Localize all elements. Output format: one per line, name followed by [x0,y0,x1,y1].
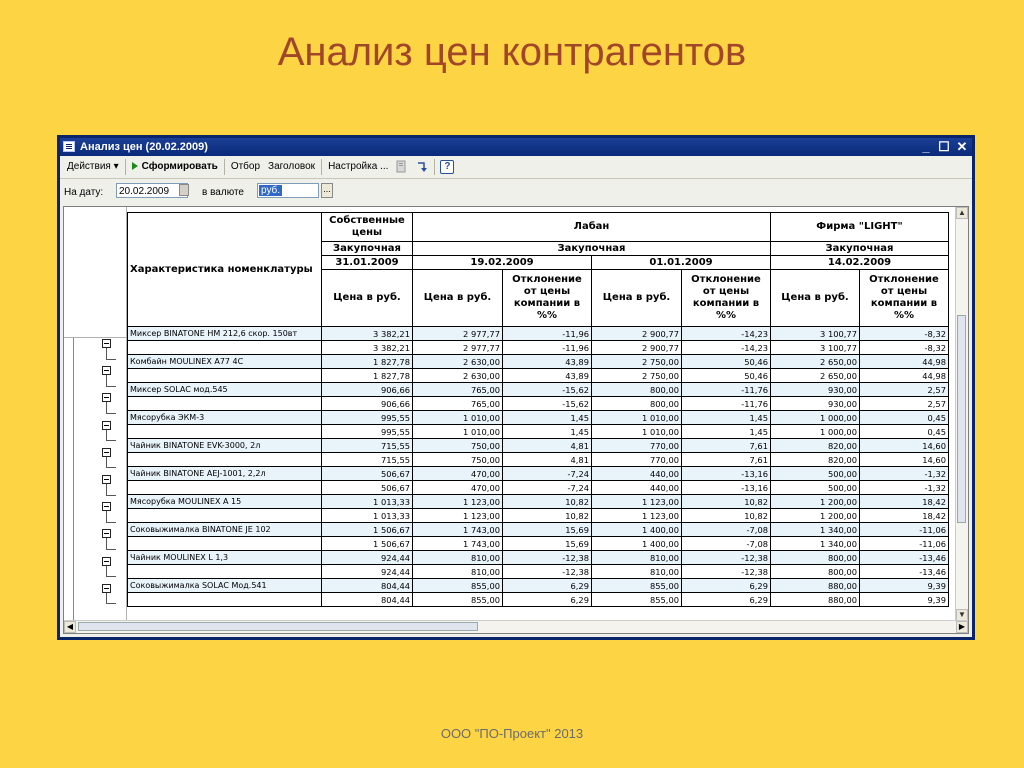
collapse-group-icon[interactable] [102,393,111,402]
value-cell: 470,00 [413,481,503,495]
value-cell: 855,00 [592,593,682,607]
value-cell: 810,00 [413,551,503,565]
value-cell: 1 827,78 [322,355,413,369]
tree-branch-line [106,511,107,522]
table-row-group[interactable] [128,411,949,425]
collapse-group-icon[interactable] [102,366,111,375]
value-cell: 7,61 [682,439,771,453]
value-cell: -1,32 [860,467,949,481]
filter-button[interactable]: Отбор [230,161,261,172]
vertical-scroll-thumb[interactable] [957,315,966,523]
value-cell: 6,29 [503,593,592,607]
table-row[interactable] [128,481,949,495]
table-row[interactable] [128,425,949,439]
item-name-cell: Соковыжималка SOLAC Мод.541 [128,579,322,593]
value-cell: 10,82 [682,495,771,509]
value-cell: 50,46 [682,369,771,383]
light-date-header: 14.02.2009 [771,256,949,270]
item-name-cell: Мясорубка ЭКМ-3 [128,411,322,425]
tree-line [73,337,74,621]
table-row-group[interactable] [128,383,949,397]
value-cell: 18,42 [860,509,949,523]
light-price-header: Цена в руб. [771,270,860,327]
item-name-cell: Чайник MOULINEX L 1,3 [128,551,322,565]
item-name-cell [128,453,322,467]
laban2-price-header: Цена в руб. [592,270,682,327]
laban-date1-header: 19.02.2009 [413,256,592,270]
value-cell: 3 100,77 [771,341,860,355]
tree-corner-line [106,440,116,441]
params-row [60,179,972,205]
item-name-cell: Мясорубка MOULINEX A 15 [128,495,322,509]
toolbar [60,156,972,179]
value-cell: 880,00 [771,579,860,593]
value-cell: 2 977,77 [413,341,503,355]
window-client [60,156,972,637]
value-cell: 3 100,77 [771,327,860,341]
item-name-cell [128,565,322,579]
value-cell: 0,45 [860,411,949,425]
table-row-group[interactable] [128,439,949,453]
scroll-down-arrow-icon[interactable]: ▼ [956,609,968,621]
value-cell: 810,00 [413,565,503,579]
value-cell: 1,45 [682,425,771,439]
value-cell: 1 200,00 [771,509,860,523]
value-cell: 765,00 [413,397,503,411]
value-cell: -7,24 [503,481,592,495]
table-row[interactable] [128,565,949,579]
tree-branch-line [106,348,107,359]
horizontal-scroll-thumb[interactable] [78,622,478,631]
value-cell: 1,45 [503,411,592,425]
value-cell: -11,06 [860,523,949,537]
value-cell: 44,98 [860,355,949,369]
scroll-right-arrow-icon[interactable]: ▶ [956,621,968,633]
value-cell: 1 340,00 [771,537,860,551]
report-window [57,135,975,640]
value-cell: 9,39 [860,579,949,593]
value-cell: 1 200,00 [771,495,860,509]
value-cell: 1 123,00 [592,495,682,509]
value-cell: 1,45 [503,425,592,439]
value-cell: 3 382,21 [322,327,413,341]
value-cell: 15,69 [503,537,592,551]
light-deviation-header: Отклонение от цены компании в %% [860,270,949,327]
value-cell: -11,06 [860,537,949,551]
tree-corner-line [106,495,116,496]
slide-footer: ООО "ПО-Проект" 2013 [440,726,584,741]
table-row[interactable] [128,453,949,467]
maximize-button[interactable]: ☐ [938,139,950,154]
item-name-cell: Соковыжималка BINATONE JE 102 [128,523,322,537]
value-cell: 0,45 [860,425,949,439]
scroll-left-arrow-icon[interactable]: ◀ [64,621,76,633]
value-cell: 3 382,21 [322,341,413,355]
value-cell: 1 013,33 [322,495,413,509]
value-cell: 1 506,67 [322,537,413,551]
value-cell: 1 506,67 [322,523,413,537]
value-cell: 1 340,00 [771,523,860,537]
vertical-scrollbar[interactable] [955,207,968,621]
laban-purchase-header: Закупочная [413,242,771,256]
value-cell: -13,46 [860,551,949,565]
collapse-group-icon[interactable] [102,448,111,457]
own-purchase-header: Закупочная [322,242,413,256]
table-row-group[interactable] [128,355,949,369]
value-cell: -11,76 [682,397,771,411]
value-cell: -11,96 [503,341,592,355]
value-cell: 2 900,77 [592,341,682,355]
table-row[interactable] [128,369,949,383]
tree-corner-line [106,467,116,468]
value-cell: 930,00 [771,383,860,397]
item-name-cell: Чайник BINATONE EVK-3000, 2л [128,439,322,453]
item-name-cell [128,341,322,355]
value-cell: 804,44 [322,593,413,607]
toolbar-separator [434,159,435,175]
table-row-group[interactable] [128,495,949,509]
value-cell: 906,66 [322,383,413,397]
currency-select-button[interactable]: ... [321,183,333,198]
table-row[interactable] [128,509,949,523]
window-title: Анализ цен (20.02.2009) [80,141,208,153]
value-cell: -13,16 [682,467,771,481]
value-cell: 804,44 [322,579,413,593]
value-cell: 800,00 [771,551,860,565]
value-cell: 14,60 [860,439,949,453]
toolbar-separator [224,159,225,175]
tree-branch-line [106,484,107,495]
value-cell: 9,39 [860,593,949,607]
value-cell: 770,00 [592,439,682,453]
value-cell: -15,62 [503,397,592,411]
value-cell: 2,57 [860,397,949,411]
tree-branch-line [106,457,107,468]
tree-corner-line [106,549,116,550]
slide-title: Анализ цен контрагентов [277,30,747,74]
value-cell: 2 650,00 [771,369,860,383]
tree-header-divider [64,337,126,338]
value-cell: -8,32 [860,327,949,341]
report-document-icon [63,141,75,152]
value-cell: -7,24 [503,467,592,481]
value-cell: 4,81 [503,439,592,453]
value-cell: 500,00 [771,481,860,495]
value-cell: 50,46 [682,355,771,369]
value-cell: 506,67 [322,481,413,495]
value-cell: 2 630,00 [413,369,503,383]
own-prices-header: Собственные цены [322,213,413,242]
value-cell: 10,82 [503,509,592,523]
value-cell: 1 010,00 [592,425,682,439]
collapse-group-icon[interactable] [102,557,111,566]
value-cell: 14,60 [860,453,949,467]
value-cell: 1 010,00 [413,411,503,425]
heading-button[interactable]: Заголовок [268,161,316,172]
value-cell: 1,45 [682,411,771,425]
value-cell: 43,89 [503,369,592,383]
value-cell: -8,32 [860,341,949,355]
value-cell: 500,00 [771,467,860,481]
value-cell: -12,38 [503,551,592,565]
collapse-group-icon[interactable] [102,339,111,348]
generate-button[interactable] [128,158,222,176]
table-row[interactable] [128,537,949,551]
value-cell: -11,96 [503,327,592,341]
tree-branch-line [106,402,107,413]
value-cell: 470,00 [413,467,503,481]
tree-branch-line [106,538,107,549]
value-cell: -13,16 [682,481,771,495]
value-cell: -7,08 [682,537,771,551]
table-row-group[interactable] [128,551,949,565]
value-cell: 1 123,00 [413,495,503,509]
laban2-deviation-header: Отклонение от цены компании в %% [682,270,771,327]
minimize-button[interactable]: _ [922,139,930,154]
currency-value: руб. [261,185,281,196]
value-cell: 7,61 [682,453,771,467]
value-cell: 10,82 [503,495,592,509]
value-cell: -14,23 [682,327,771,341]
value-cell: 930,00 [771,397,860,411]
item-column-header: Характеристика номенклатуры [128,213,322,327]
scroll-up-arrow-icon[interactable]: ▲ [956,207,968,219]
date-label: На дату: [64,187,104,198]
value-cell: -14,23 [682,341,771,355]
value-cell: 820,00 [771,453,860,467]
value-cell: 880,00 [771,593,860,607]
value-cell: 1 743,00 [413,537,503,551]
value-cell: 800,00 [592,397,682,411]
value-cell: 2 650,00 [771,355,860,369]
report-table [127,212,949,607]
value-cell: -12,38 [503,565,592,579]
table-row-group[interactable] [128,523,949,537]
value-cell: 995,55 [322,411,413,425]
item-name-cell: Чайник BINATONE AEJ-1001, 2,2л [128,467,322,481]
tree-corner-line [106,576,116,577]
value-cell: 750,00 [413,453,503,467]
grouping-tree [64,207,127,621]
item-name-cell [128,481,322,495]
toolbar-separator [321,159,322,175]
value-cell: 15,69 [503,523,592,537]
toolbar-separator [125,159,126,175]
value-cell: 924,44 [322,565,413,579]
item-name-cell: Миксер BINATONE HM 212,6 скор. 150вт [128,327,322,341]
value-cell: 1 010,00 [592,411,682,425]
item-name-cell [128,425,322,439]
value-cell: 1 400,00 [592,523,682,537]
collapse-group-icon[interactable] [102,502,111,511]
item-name-cell [128,537,322,551]
tree-branch-line [106,593,107,604]
value-cell: 2 630,00 [413,355,503,369]
item-name-cell [128,397,322,411]
own-date-header: 31.01.2009 [322,256,413,270]
item-name-cell [128,509,322,523]
laban1-deviation-header: Отклонение от цены компании в %% [503,270,592,327]
value-cell: 1 400,00 [592,537,682,551]
value-cell: 855,00 [413,579,503,593]
item-name-cell [128,593,322,607]
value-cell: 2 977,77 [413,327,503,341]
value-cell: 506,67 [322,467,413,481]
value-cell: 2 900,77 [592,327,682,341]
value-cell: 1 010,00 [413,425,503,439]
item-name-cell: Миксер SOLAC мод.545 [128,383,322,397]
save-settings-icon[interactable] [395,160,409,174]
collapse-group-icon[interactable] [102,529,111,538]
laban1-price-header: Цена в руб. [413,270,503,327]
settings-button[interactable]: Настройка ... [328,161,389,172]
value-cell: 995,55 [322,425,413,439]
table-row-group[interactable] [128,327,949,341]
value-cell: 800,00 [771,565,860,579]
window-titlebar[interactable] [60,138,972,156]
value-cell: 1 000,00 [771,411,860,425]
value-cell: 800,00 [592,383,682,397]
value-cell: 924,44 [322,551,413,565]
value-cell: 2,57 [860,383,949,397]
close-button[interactable]: ✕ [956,139,968,154]
value-cell: -11,76 [682,383,771,397]
currency-field[interactable] [257,183,319,198]
value-cell: 2 750,00 [592,369,682,383]
calendar-icon[interactable] [179,184,189,196]
tree-corner-line [106,522,116,523]
table-row-group[interactable] [128,579,949,593]
tree-corner-line [106,386,116,387]
value-cell: -12,38 [682,565,771,579]
tree-branch-line [106,375,107,386]
value-cell: 1 743,00 [413,523,503,537]
value-cell: 6,29 [503,579,592,593]
value-cell: 770,00 [592,453,682,467]
item-name-cell: Комбайн MOULINEX A77 4C [128,355,322,369]
value-cell: 10,82 [682,509,771,523]
value-cell: 440,00 [592,467,682,481]
collapse-group-icon[interactable] [102,421,111,430]
tree-corner-line [106,359,116,360]
value-cell: 1 123,00 [413,509,503,523]
value-cell: 855,00 [592,579,682,593]
laban-date2-header: 01.01.2009 [592,256,771,270]
collapse-group-icon[interactable] [102,584,111,593]
value-cell: -13,46 [860,565,949,579]
help-icon[interactable]: ? [440,160,454,174]
tree-corner-line [106,603,116,604]
value-cell: 44,98 [860,369,949,383]
value-cell: 750,00 [413,439,503,453]
value-cell: 855,00 [413,593,503,607]
value-cell: 1 827,78 [322,369,413,383]
collapse-group-icon[interactable] [102,475,111,484]
value-cell: -15,62 [503,383,592,397]
table-row-group[interactable] [128,467,949,481]
restore-settings-icon[interactable] [415,160,429,174]
own-price-header: Цена в руб. [322,270,413,327]
value-cell: 1 123,00 [592,509,682,523]
report-grid[interactable] [63,206,969,634]
value-cell: 2 750,00 [592,355,682,369]
tree-corner-line [106,413,116,414]
horizontal-scrollbar[interactable] [64,620,968,633]
value-cell: 6,29 [682,579,771,593]
value-cell: 810,00 [592,551,682,565]
value-cell: -7,08 [682,523,771,537]
generate-button-label: Сформировать [141,161,218,172]
laban-header: Лабан [413,213,771,242]
item-name-cell [128,369,322,383]
tree-branch-line [106,430,107,441]
table-row[interactable] [128,593,949,607]
value-cell: 906,66 [322,397,413,411]
value-cell: 18,42 [860,495,949,509]
play-icon [132,162,138,170]
table-row[interactable] [128,341,949,355]
value-cell: 810,00 [592,565,682,579]
value-cell: 820,00 [771,439,860,453]
value-cell: 440,00 [592,481,682,495]
light-purchase-header: Закупочная [771,242,949,256]
value-cell: 43,89 [503,355,592,369]
value-cell: 1 013,33 [322,509,413,523]
value-cell: 1 000,00 [771,425,860,439]
value-cell: 765,00 [413,383,503,397]
table-row[interactable] [128,397,949,411]
value-cell: 715,55 [322,439,413,453]
actions-menu-button[interactable]: Действия ▾ [67,161,119,172]
currency-label: в валюте [202,187,244,198]
date-field[interactable]: 20.02.2009 [116,183,188,198]
value-cell: 6,29 [682,593,771,607]
value-cell: 715,55 [322,453,413,467]
value-cell: -1,32 [860,481,949,495]
value-cell: -12,38 [682,551,771,565]
light-header: Фирма "LIGHT" [771,213,949,242]
value-cell: 4,81 [503,453,592,467]
tree-branch-line [106,566,107,577]
